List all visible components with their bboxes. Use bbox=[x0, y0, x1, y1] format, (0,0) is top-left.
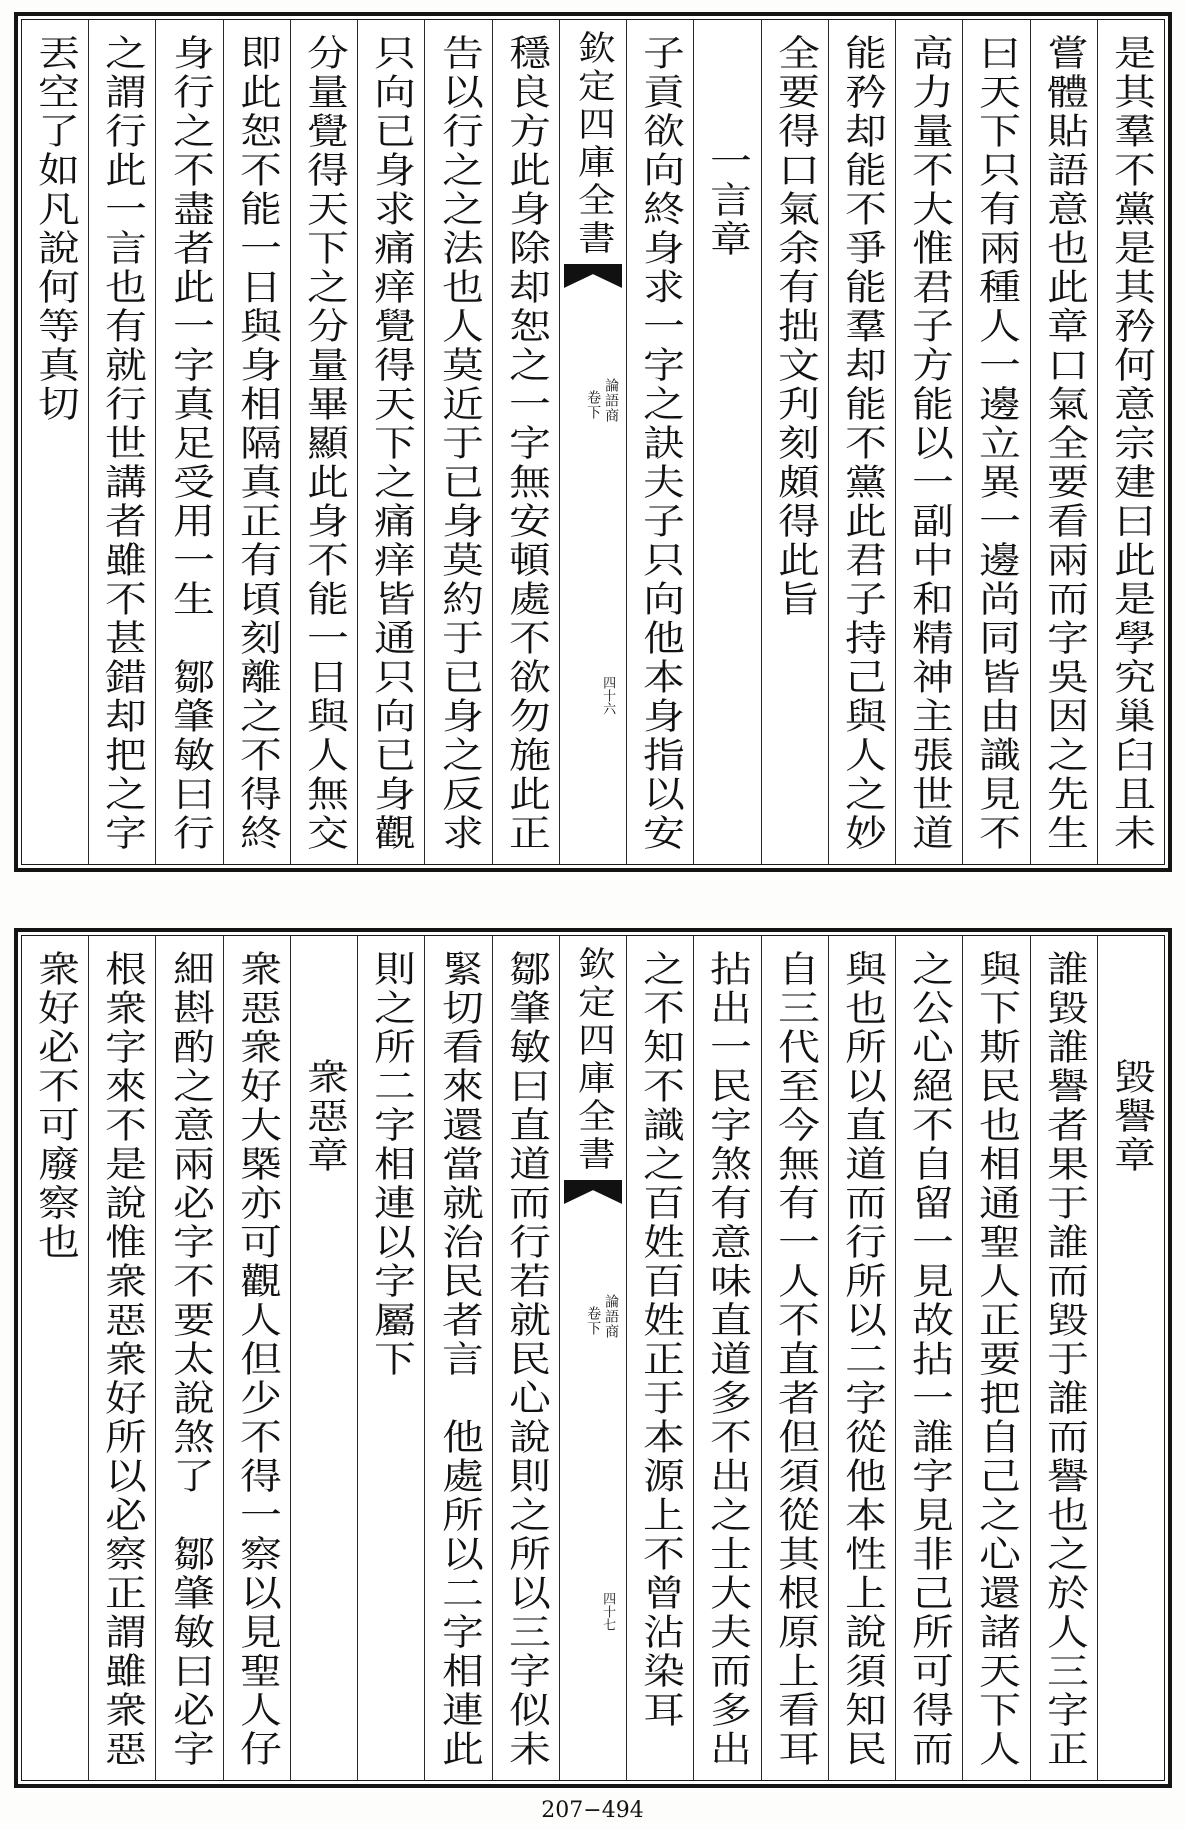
column-text: 丟空了如凡說何等真切 bbox=[31, 34, 80, 424]
column-text: 嘗體貼語意也此章口氣全要看兩而字吳因之先生 bbox=[1040, 34, 1089, 853]
column-text: 衆好必不可廢察也 bbox=[31, 950, 80, 1262]
text-column bbox=[1030, 20, 1097, 864]
column-text: 能矜却能不爭能羣却能不黨此君子持己與人之妙 bbox=[838, 34, 887, 853]
chapter-heading-text: 衆惡章 bbox=[300, 1058, 349, 1175]
chapter-heading bbox=[1097, 936, 1164, 1780]
text-column bbox=[290, 20, 357, 864]
center-fold bbox=[559, 936, 626, 1780]
column-text: 與下斯民也相通聖人正要把自己之心還諸天下人 bbox=[973, 950, 1021, 1769]
fish-tail-mark bbox=[564, 1180, 622, 1204]
text-column bbox=[761, 936, 828, 1780]
text-column bbox=[155, 20, 222, 864]
book-volume-label bbox=[586, 1294, 618, 1339]
collection-title: 欽定四庫全書 bbox=[571, 946, 615, 1174]
column-text: 只向已身求痛痒覺得天下之痛痒皆通只向已身觀 bbox=[368, 34, 416, 853]
volume-page-code: 207−494 bbox=[541, 1798, 644, 1823]
text-column bbox=[88, 936, 155, 1780]
leaf-frame bbox=[21, 19, 1165, 865]
column-text: 緊切看來還當就治民者言 他處所以二字相連此 bbox=[435, 950, 483, 1769]
chapter-heading-text: 毀譽章 bbox=[1107, 1058, 1156, 1175]
text-column bbox=[895, 936, 962, 1780]
text-column bbox=[693, 936, 760, 1780]
column-text: 拈出一民字煞有意味直道多不出之士大夫而多出 bbox=[704, 950, 752, 1769]
column-text: 全要得口氣余有拙文刋刻頗得此旨 bbox=[771, 34, 820, 619]
text-column bbox=[1097, 20, 1164, 864]
book-volume-label bbox=[586, 378, 618, 423]
page-number: 四十七 bbox=[600, 1592, 616, 1631]
column-text: 誰毀誰譽者果于誰而毀于誰而譽也之於人三字正 bbox=[1040, 950, 1089, 1769]
chapter-heading bbox=[290, 936, 357, 1780]
column-text: 穩良方此身除却恕之一字無安頓處不欲勿施此正 bbox=[502, 34, 551, 853]
text-column bbox=[962, 936, 1029, 1780]
column-text: 子貢欲向終身求一字之訣夫子只向他本身指以安 bbox=[637, 34, 685, 853]
column-text: 之公心絕不自留一見故拈一誰字見非己所可得而 bbox=[905, 950, 954, 1769]
text-column bbox=[626, 20, 693, 864]
text-column bbox=[895, 20, 962, 864]
column-text: 與也所以直道而行所以二字從他本性上說須知民 bbox=[838, 950, 887, 1769]
chapter-heading-text: 一言章 bbox=[704, 142, 752, 259]
text-column bbox=[155, 936, 222, 1780]
text-column bbox=[357, 936, 424, 1780]
collection-title: 欽定四庫全書 bbox=[571, 30, 615, 258]
text-column bbox=[424, 20, 491, 864]
text-column bbox=[88, 20, 155, 864]
text-column bbox=[424, 936, 491, 1780]
column-text: 分量覺得天下之分量畢顯此身不能一日與人無交 bbox=[300, 34, 349, 853]
column-text: 鄒肇敏曰直道而行若就民心說則之所以三字似未 bbox=[502, 950, 551, 1769]
column-text: 是其羣不黨是其矜何意宗建曰此是學究巢臼且未 bbox=[1107, 34, 1156, 853]
column-text: 高力量不大惟君子方能以一副中和精神主張世道 bbox=[905, 34, 954, 853]
text-column bbox=[492, 20, 559, 864]
column-text: 告以行之之法也人莫近于已身莫約于已身之反求 bbox=[435, 34, 483, 853]
center-fold bbox=[559, 20, 626, 864]
column-text: 自三代至今無有一人不直者但須從其根原上看耳 bbox=[771, 950, 820, 1769]
text-column bbox=[223, 936, 290, 1780]
text-column bbox=[962, 20, 1029, 864]
text-column bbox=[492, 936, 559, 1780]
column-text: 即此恕不能一日與身相隔真正有頃刻離之不得終 bbox=[233, 34, 282, 853]
leaf-upper bbox=[14, 12, 1172, 872]
volume-label: 卷下 bbox=[585, 390, 602, 420]
book-title: 論語商 bbox=[603, 378, 620, 423]
leaf-frame bbox=[21, 935, 1165, 1781]
column-text: 之謂行此一言也有就行世講者雖不甚錯却把之字 bbox=[99, 34, 147, 853]
text-column bbox=[828, 20, 895, 864]
column-text: 身行之不盡者此一字真足受用一生 鄒肇敏曰行 bbox=[166, 34, 214, 853]
column-text: 衆惡衆好大槩亦可觀人但少不得一察以見聖人仔 bbox=[233, 950, 282, 1769]
book-title: 論語商 bbox=[603, 1294, 620, 1339]
column-text: 細斟酌之意兩必字不要太說煞了 鄒肇敏曰必字 bbox=[166, 950, 214, 1769]
page-number: 四十六 bbox=[600, 676, 616, 715]
text-column bbox=[357, 20, 424, 864]
text-column bbox=[1030, 936, 1097, 1780]
text-column bbox=[828, 936, 895, 1780]
column-text: 則之所二字相連以字屬下 bbox=[368, 950, 416, 1379]
column-text: 根衆字來不是說惟衆惡衆好所以必察正謂雖衆惡 bbox=[99, 950, 147, 1769]
text-column bbox=[223, 20, 290, 864]
column-text: 之不知不識之百姓百姓正于本源上不曾沾染耳 bbox=[637, 950, 685, 1730]
fish-tail-mark bbox=[564, 264, 622, 288]
volume-label: 卷下 bbox=[585, 1306, 602, 1336]
text-column bbox=[22, 936, 88, 1780]
chapter-heading bbox=[693, 20, 760, 864]
text-column bbox=[761, 20, 828, 864]
text-column bbox=[22, 20, 88, 864]
text-column bbox=[626, 936, 693, 1780]
column-text: 曰天下只有兩種人一邊立異一邊尚同皆由識見不 bbox=[973, 34, 1021, 853]
leaf-lower bbox=[14, 928, 1172, 1788]
